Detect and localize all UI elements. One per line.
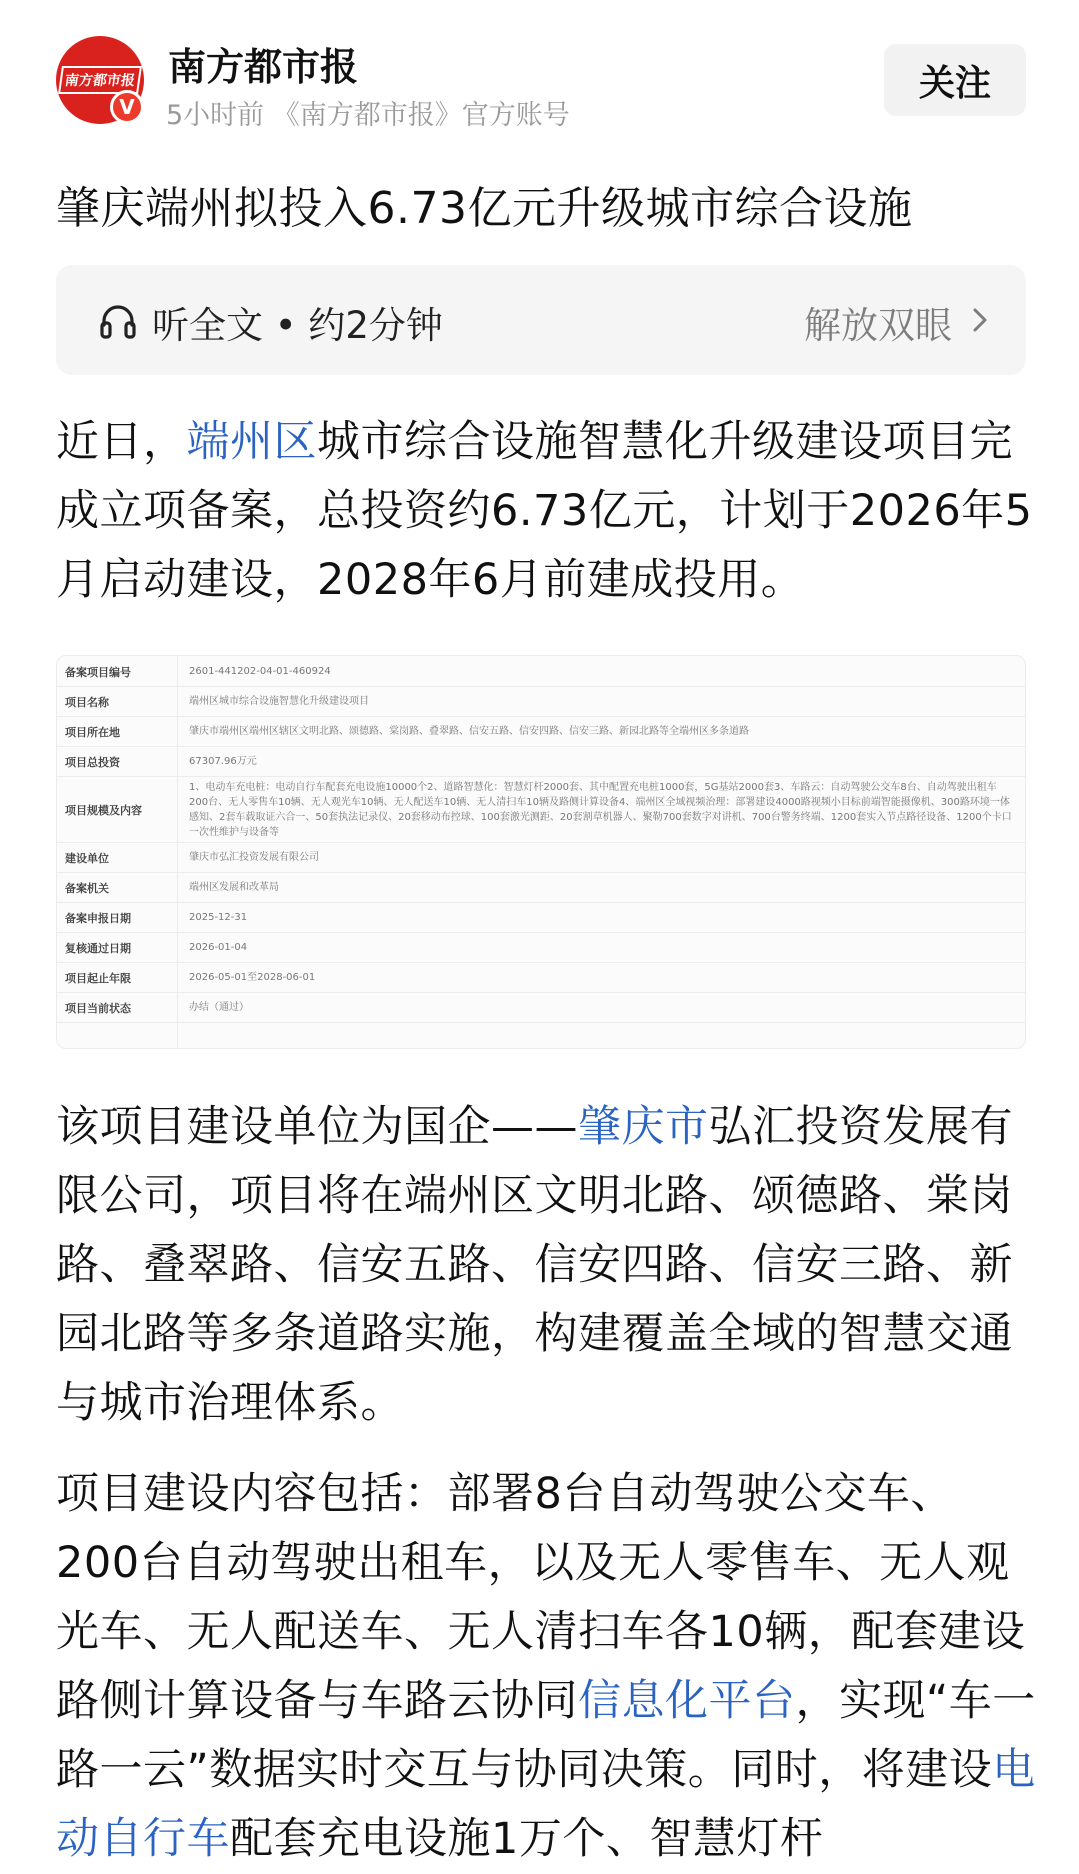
project-record-image[interactable] (56, 655, 1026, 1049)
headphone-icon (98, 301, 138, 341)
table-row (57, 872, 1025, 903)
table-row-value: 端州区发展和改革局 (189, 881, 279, 893)
link-duanzhou[interactable]: 端州区 (186, 417, 317, 467)
table-row (57, 992, 1025, 1023)
author-name[interactable]: 南方都市报 (168, 45, 359, 89)
table-row-value: 1、电动车充电桩：电动自行车配套充电设施10000个2、道路智慧化：智慧灯杆2000套、其中配置充电桩1000套，5G基站2000套3、车路云：自动驾驶公交车8台、自动驾驶出租车200台、无人零售车10辆、无人观光车10辆、无人配送车10辆、无人清扫车10辆及路侧计算设备4、端州区全域视频治理：部署建设4000路视频小目标前端智能摄像机、300路环境一体感知、2套车载取证六合一、50套执法记录仪、20套移动布控球、100套激光测距、20套割草机器人、聚勒700套数字对讲机、700台警务终端、1200套实入节点路径设备、1200个卡口一次性维护与设备等 (189, 782, 1012, 838)
table-row (57, 842, 1025, 873)
table-row-key: 项目起止年限 (65, 972, 131, 985)
link-ebike[interactable]: 电动自行车 (56, 1745, 1036, 1864)
para3-text-post2: 配套充电设施1万个、智慧灯杆 (230, 1814, 824, 1864)
table-row (57, 902, 1025, 933)
article-title: 肇庆端州拟投入6.73亿元升级城市综合设施 (56, 183, 913, 234)
table-row (57, 716, 1025, 747)
paragraph-1 (56, 408, 1036, 615)
table-row-value: 2026-01-04 (189, 941, 248, 953)
listen-label: 听全文 • 约2分钟 (152, 304, 443, 347)
table-row (57, 686, 1025, 717)
para1-text-pre: 近日， (56, 417, 187, 467)
chevron-right-icon[interactable] (970, 305, 990, 335)
table-row-value: 肇庆市端州区端州区辖区文明北路、颂德路、棠岗路、叠翠路、信安五路、信安四路、信安三路、新园北路等全端州区多条道路 (189, 725, 749, 737)
table-row-key: 备案机关 (65, 882, 109, 895)
author-meta: 5小时前 《南方都市报》官方账号 (166, 100, 570, 131)
table-row-key: 建设单位 (65, 852, 109, 865)
paragraph-3 (56, 1460, 1036, 1874)
follow-button[interactable]: 关注 (884, 44, 1026, 116)
table-row (57, 746, 1025, 777)
table-row-value: 2601-441202-04-01-460924 (189, 665, 331, 677)
para1-text-post: 城市综合设施智慧化升级建设项目完成立项备案，总投资约6.73亿元，计划于2026年5月启动建设，2028年6月前建成投用。 (56, 417, 1033, 605)
listen-action-label[interactable]: 解放双眼 (804, 304, 952, 347)
link-zhaoqing[interactable]: 肇庆市 (578, 1102, 709, 1152)
para2-text-pre: 该项目建设单位为国企—— (56, 1102, 578, 1152)
table-row-key: 项目所在地 (65, 726, 120, 739)
table-row-value: 端州区城市综合设施智慧化升级建设项目 (189, 695, 369, 707)
table-row (57, 962, 1025, 993)
table-row-value: 办结（通过） (189, 1001, 249, 1013)
table-row (57, 932, 1025, 963)
table-row-key: 项目当前状态 (65, 1002, 131, 1015)
listen-bar[interactable] (56, 265, 1026, 375)
para3-text-post: ，实现“车一路一云”数据实时交互与协同决策。同时，将建设 (56, 1676, 1036, 1795)
avatar-logo-text: 南方都市报 (58, 66, 142, 94)
table-row-key: 项目名称 (65, 696, 109, 709)
table-row (57, 776, 1025, 843)
paragraph-2 (56, 1093, 1036, 1438)
table-row-key: 备案项目编号 (65, 666, 131, 679)
table-row-value: 肇庆市弘汇投资发展有限公司 (189, 851, 319, 863)
link-info-platform[interactable]: 信息化平台 (578, 1676, 796, 1726)
table-row-value: 2026-05-01至2028-06-01 (189, 971, 316, 983)
table-row-value: 67307.96万元 (189, 755, 257, 767)
para3-text-pre: 项目建设内容包括：部署8台自动驾驶公交车、200台自动驾驶出租车，以及无人零售车、无人观光车、无人配送车、无人清扫车各10辆，配套建设路侧计算设备与车路云协同 (56, 1469, 1026, 1726)
table-row (57, 656, 1025, 687)
table-row-key: 复核通过日期 (65, 942, 131, 955)
para2-text-post: 弘汇投资发展有限公司，项目将在端州区文明北路、颂德路、棠岗路、叠翠路、信安五路、信安四路、信安三路、新园北路等多条道路实施，构建覆盖全域的智慧交通与城市治理体系。 (56, 1102, 1013, 1428)
table-row-key: 项目总投资 (65, 756, 120, 769)
verified-icon: V (110, 90, 144, 124)
table-row-key: 项目规模及内容 (65, 804, 142, 817)
table-row-key: 备案申报日期 (65, 912, 131, 925)
table-row-value: 2025-12-31 (189, 911, 248, 923)
